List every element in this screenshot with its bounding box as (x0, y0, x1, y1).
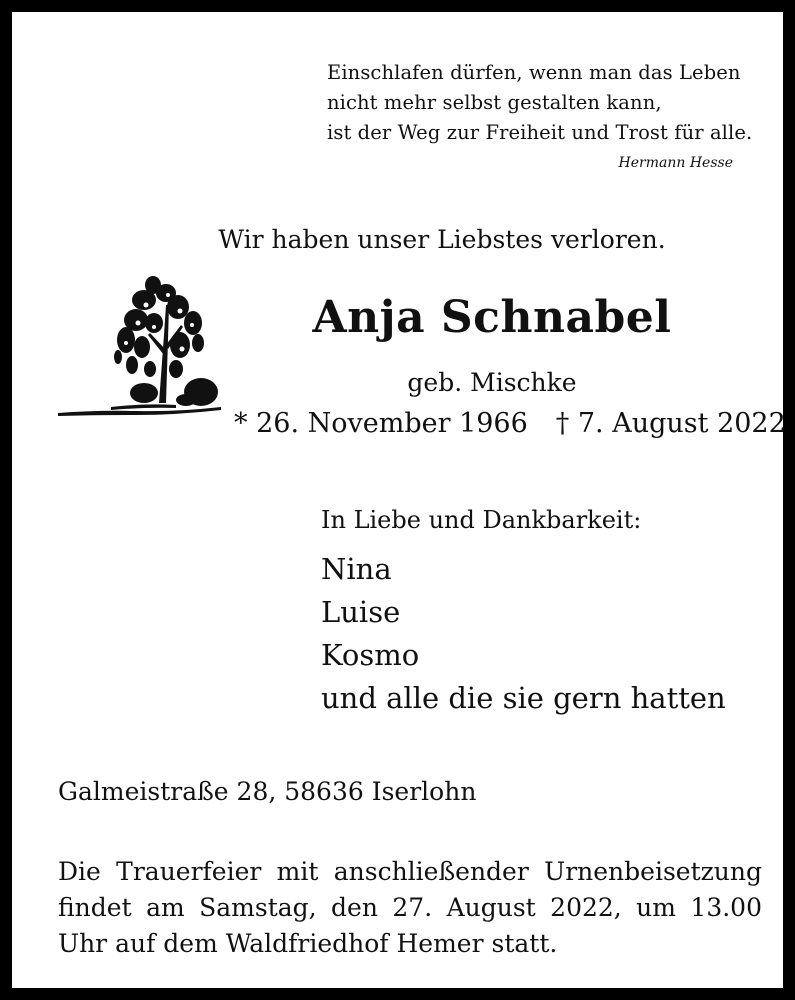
service-line: findet am Samstag, den 27. August 2022, um 13.00 (58, 893, 762, 922)
birth-name: geb. Mischke (407, 368, 577, 397)
mourner-name: Kosmo (321, 638, 420, 672)
service-line: Uhr auf dem Waldfriedhof Hemer statt. (58, 929, 558, 958)
death-date: † 7. August 2022 (555, 408, 786, 439)
mourners-list (321, 548, 726, 720)
life-dates (234, 408, 786, 439)
mourner-name: Nina (321, 552, 392, 586)
quote-line: ist der Weg zur Freiheit und Trost für alle. (327, 121, 753, 144)
deceased-name: Anja Schnabel (312, 292, 672, 343)
quote-line: nicht mehr selbst gestalten kann, (327, 91, 662, 114)
mourners-heading: In Liebe und Dankbarkeit: (321, 506, 642, 534)
quote-line: Einschlafen dürfen, wenn man das Leben (327, 61, 741, 84)
birth-date: * 26. November 1966 (234, 408, 528, 439)
mourner-name: Luise (321, 595, 401, 629)
service-line: Die Trauerfeier mit anschließender Urnenbeisetzung (58, 857, 762, 886)
funeral-service-info (58, 854, 762, 962)
intro-line: Wir haben unser Liebstes verloren. (218, 225, 666, 254)
mourner-name: und alle die sie gern hatten (321, 681, 726, 715)
epigraph-quote (327, 58, 767, 148)
quote-author: Hermann Hesse (618, 155, 733, 171)
mourning-address: Galmeistraße 28, 58636 Iserlohn (58, 777, 477, 806)
